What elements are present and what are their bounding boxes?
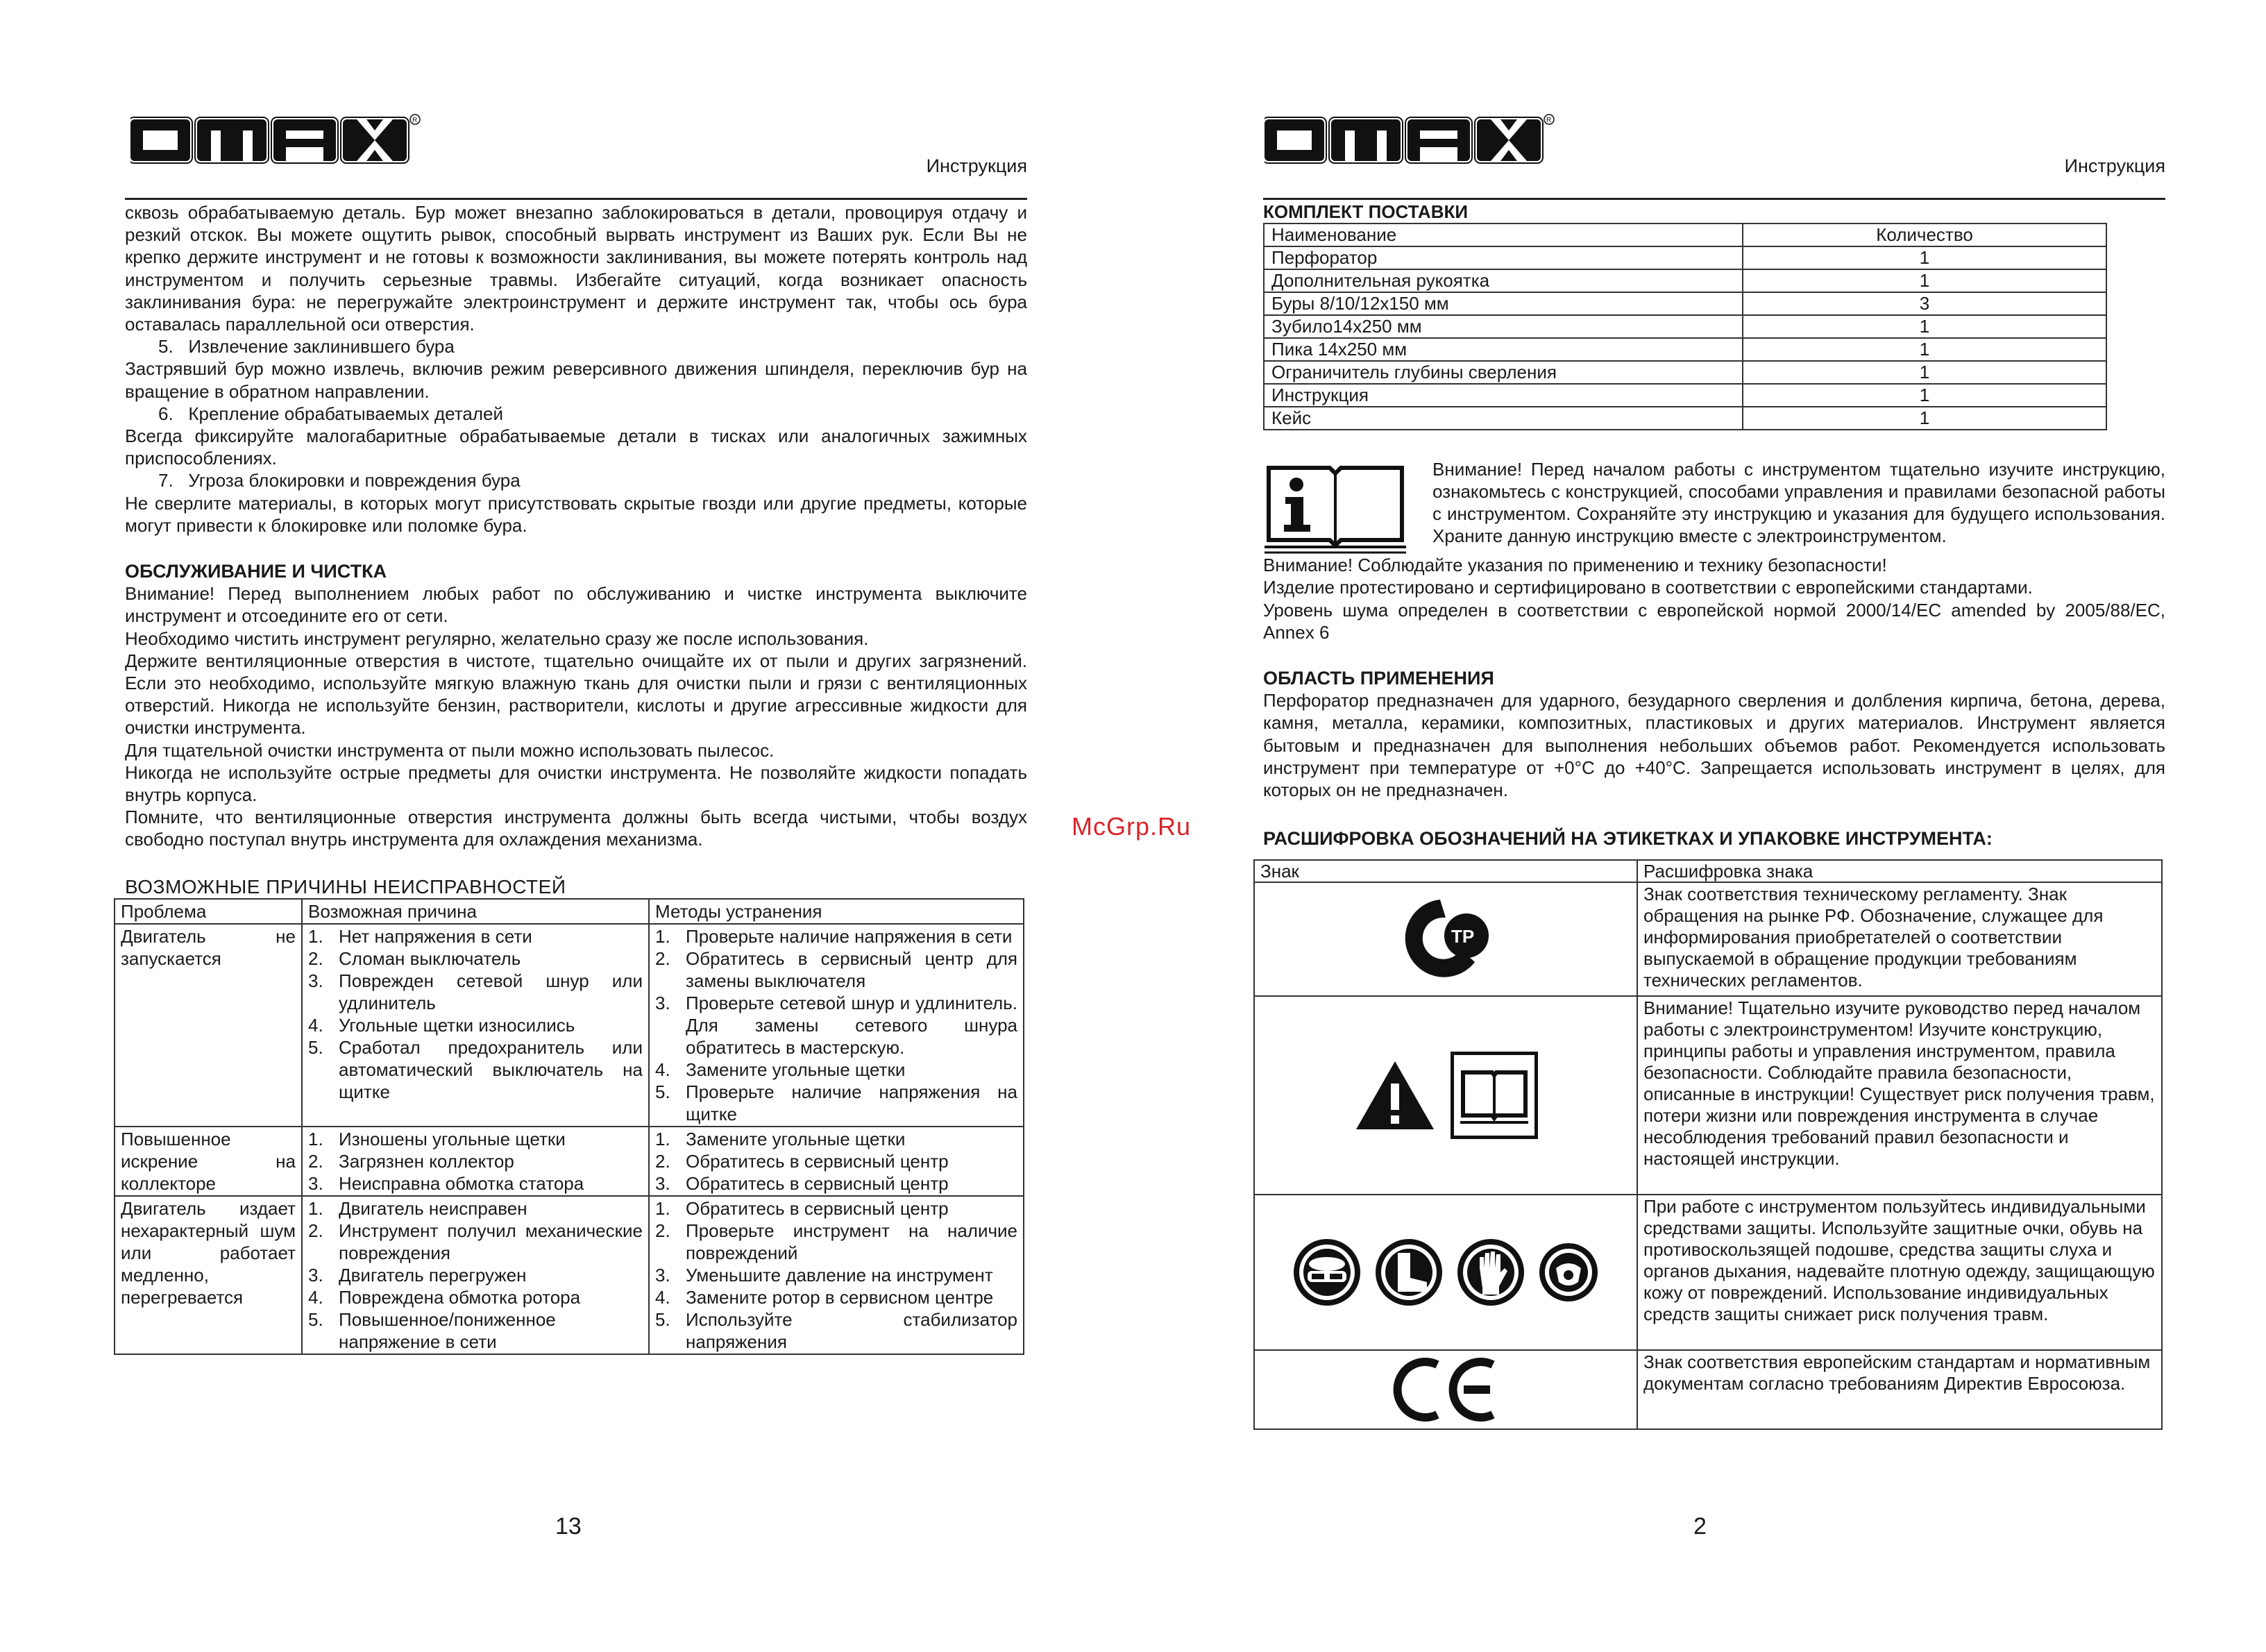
fix-cell (649, 924, 1024, 1127)
item-number: 4. (655, 1286, 670, 1308)
item-number: 1. (655, 925, 670, 947)
kit-item-name: Буры 8/10/12x150 мм (1264, 292, 1743, 315)
svg-text:R: R (412, 117, 418, 124)
application-title: ОБЛАСТЬ ПРИМЕНЕНИЯ (1263, 668, 1494, 689)
signs-table (1253, 859, 2163, 1430)
sign-row (1254, 996, 2162, 1195)
item-text: Проверьте наличие напряжения в сети (686, 925, 1013, 947)
header-label: Инструкция (926, 155, 1027, 176)
header-rule (125, 198, 1027, 200)
list-item (655, 947, 1017, 992)
warning-icon (1353, 1057, 1437, 1133)
safety-paragraph: сквозь обрабатываемую деталь. Бур может внезапно заблокироваться в детали, провоцируя отдачу и резкий отскок. Вы можете ощутить рывок, способный вырвать инструмент из Ваших рук. Если Вы не крепко держите инструмент и не готовы к возможности заклинивания, вы можете потерять контроль над инструментом и получить серьезные травмы. Избегайте ситуаций, когда возникает опасность заклинивания бура: не перегружайте электроинструмент и держите инструмент так, чтобы ось бура оставалась параллельной оси отверстия. (125, 202, 1027, 335)
list-item (308, 970, 643, 1014)
item-text: Обратитесь в сервисный центр (686, 1197, 949, 1219)
table-row (1264, 338, 2106, 361)
item-number: 5. (655, 1308, 670, 1330)
item-text: Проверьте наличие напряжения на щитке (686, 1081, 1017, 1124)
table-row (115, 924, 1024, 1127)
numbered-heading: 7. Угроза блокировки и повреждения бура (158, 470, 521, 491)
kit-header-qty: Количество (1743, 224, 2106, 246)
item-text: Уменьшите давление на инструмент (686, 1264, 993, 1286)
application-text: Перфоратор предназначен для ударного, безударного сверления и долбления кирпича, бетона, дерева, камня, металла, керамики, композитных, пластиковых и других материалов. Инструмент является бытовым и предназначен для выполнения небольших объемов работ. Рекомендуется использовать инструмент при температуре от +0°C до +40°C. Запрещается использовать инструмент в целях, для которых он не предназначен. (1263, 690, 2165, 801)
item-number: 5. (308, 1308, 323, 1330)
item-number: 4. (655, 1059, 670, 1080)
sign-icon-cell (1254, 1350, 1637, 1429)
left-page (111, 0, 1027, 1652)
table-row (1264, 292, 2106, 315)
item-number: 2. (655, 1150, 670, 1172)
safety-gloves-icon (1455, 1236, 1527, 1308)
list-item (655, 1197, 1017, 1220)
item-number: 1. (308, 1197, 323, 1219)
item-number: 2. (308, 1220, 323, 1241)
item-number: 3. (308, 970, 323, 991)
note-paragraph: Уровень шума определен в соответствии с европейской нормой 2000/14/EC amended by 2005/88/EC, Annex 6 (1263, 599, 2165, 643)
safety-goggles-icon (1291, 1236, 1363, 1308)
safety-paragraph: Всегда фиксируйте малогабаритные обрабатываемые детали в тисках или аналогичных зажимных приспособлениях. (125, 425, 1027, 469)
item-number: 2. (655, 1220, 670, 1241)
numbered-heading: 5. Извлечение заклинившего бура (158, 336, 455, 357)
troubleshooting-table (114, 898, 1024, 1355)
col-header-cause: Возможная причина (302, 899, 649, 924)
right-content (1260, 201, 2165, 1430)
numbered-heading: 6. Крепление обрабатываемых деталей (158, 403, 503, 424)
page-number: 13 (555, 1513, 582, 1540)
item-text: Проверьте сетевой шнур и удлинитель. Для замены сетевого шнура обратитесь в мастерскую. (686, 992, 1017, 1058)
sign-text: Знак соответствия европейским стандартам и нормативным документам согласно требованиям Директив Евросоюза. (1637, 1350, 2162, 1429)
sign-text: Знак соответствия техническому регламенту. Знак обращения на рынке РФ. Обозначение, служащее для информирования приобретателей о соответствии выпускаемой в обращение продукции требованиям технических регламентов. (1637, 882, 2162, 996)
list-item (655, 925, 1017, 947)
kit-item-name: Перфоратор (1264, 246, 1743, 269)
item-number: 1. (655, 1128, 670, 1149)
item-number: 5. (655, 1081, 670, 1102)
safety-boots-icon (1373, 1236, 1445, 1308)
kit-item-qty: 1 (1743, 246, 2106, 269)
attention-text: Внимание! Перед началом работы с инструментом тщательно изучите инструкцию, ознакомьтесь с конструкцией, способами управления и правилами безопасной работы с инструментом. Сохраняйте эту инструкцию и указания для будущего использования. Храните данную инструкцию вместе с электроинструментом. (1432, 459, 2165, 547)
sign-icon-cell (1254, 1195, 1637, 1350)
item-text: Обратитесь в сервисный центр (686, 1172, 949, 1194)
kit-item-name: Инструкция (1264, 384, 1743, 407)
item-number: 3. (655, 1172, 670, 1194)
list-item (655, 1081, 1017, 1125)
fix-cell (649, 1127, 1024, 1196)
list-item (655, 1286, 1017, 1308)
list-item (308, 1172, 643, 1195)
item-text: Двигатель неисправен (339, 1197, 527, 1219)
list-item (308, 925, 643, 947)
list-item (655, 1150, 1017, 1172)
kit-item-name: Ограничитель глубины сверления (1264, 361, 1743, 384)
item-text: Поврежден сетевой шнур или удлинитель (339, 970, 643, 1013)
item-text: Повышенное/пониженное напряжение в сети (339, 1308, 556, 1352)
safety-paragraph: Застрявший бур можно извлечь, включив режим реверсивного движения шпинделя, переключив бур на вращение в обратном направлении. (125, 358, 1027, 402)
item-text: Замените угольные щетки (686, 1128, 906, 1149)
kit-item-name: Дополнительная рукоятка (1264, 269, 1743, 292)
item-text: Используйте стабилизатор напряжения (686, 1308, 1017, 1352)
sign-row (1254, 1350, 2162, 1429)
notes (1263, 554, 2165, 643)
header-rule (1263, 198, 2165, 200)
table-row (115, 1127, 1024, 1196)
sign-row (1254, 1195, 2162, 1350)
problem-cell: Повышенное искрение на коллекторе (115, 1127, 302, 1196)
problem-cell: Двигатель не запускается (115, 924, 302, 1127)
item-text: Изношены угольные щетки (339, 1128, 566, 1149)
sign-icon-cell (1254, 996, 1637, 1195)
sign-row (1254, 882, 2162, 996)
item-text: Сломан выключатель (339, 947, 521, 969)
table-row (1264, 246, 2106, 269)
item-number: 3. (308, 1172, 323, 1194)
maintenance-paragraph: Необходимо чистить инструмент регулярно, желательно сразу же после использования. (125, 627, 869, 649)
header-label: Инструкция (2064, 155, 2165, 176)
kit-item-qty: 1 (1743, 407, 2106, 430)
item-number: 3. (655, 1264, 670, 1286)
item-text: Повреждена обмотка ротора (339, 1286, 581, 1308)
item-text: Обратитесь в сервисный центр (686, 1150, 949, 1172)
maintenance-paragraph: Помните, что вентиляционные отверстия инструмента должны быть всегда чистыми, чтобы воздух свободно поступал внутрь инструмента для охлаждения механизма. (125, 807, 1027, 850)
troubles-title: ВОЗМОЖНЫЕ ПРИЧИНЫ НЕИСПРАВНОСТЕЙ (125, 875, 566, 897)
kit-table (1263, 223, 2107, 430)
list-item (308, 1128, 643, 1150)
list-item (655, 992, 1017, 1059)
item-number: 4. (308, 1014, 323, 1036)
kit-item-qty: 1 (1743, 315, 2106, 338)
table-row (1264, 361, 2106, 384)
kit-item-qty: 1 (1743, 269, 2106, 292)
col-header-fix: Методы устранения (649, 899, 1024, 924)
note-paragraph: Внимание! Соблюдайте указания по применению и технику безопасности! (1263, 555, 1887, 576)
item-text: Загрязнен коллектор (339, 1150, 514, 1172)
item-text: Двигатель перегружен (339, 1264, 527, 1286)
item-text: Обратитесь в сервисный центр для замены выключателя (686, 947, 1017, 991)
info-book-icon (1263, 458, 1409, 555)
col-header-problem: Проблема (115, 899, 302, 924)
svg-text:R: R (1546, 117, 1552, 124)
problem-cell: Двигатель издает нехарактерный шум или работает медленно, перегревается (115, 1196, 302, 1354)
sign-icon-cell (1254, 882, 1637, 996)
kit-item-name: Зубило14x250 мм (1264, 315, 1743, 338)
item-text: Проверьте инструмент на наличие повреждений (686, 1220, 1017, 1263)
table-row (1264, 269, 2106, 292)
item-number: 1. (308, 925, 323, 947)
respirator-icon (1537, 1240, 1600, 1304)
item-number: 2. (308, 947, 323, 969)
kit-title: КОМПЛЕКТ ПОСТАВКИ (1263, 201, 1469, 222)
signs-header-sign: Знак (1254, 860, 1637, 882)
list-item (655, 1172, 1017, 1195)
sign-text: Внимание! Тщательно изучите руководство перед началом работы с электроинструментом! Изучите конструкцию, принципы работы и управления инструментом, правила безопасности. Соблюдайте правила безопасности, описанные в инструкции! Существует риск получения травм, потери жизни или повреждения инструмента в случае несоблюдения требований правил безопасности и настоящей инструкции. (1637, 996, 2162, 1195)
list-item (308, 1150, 643, 1172)
page-number: 2 (1693, 1513, 1707, 1540)
safety-paragraphs (125, 201, 1027, 537)
table-row (1264, 315, 2106, 338)
cause-cell (302, 1196, 649, 1354)
signs-title: РАСШИФРОВКА ОБОЗНАЧЕНИЙ НА ЭТИКЕТКАХ И УПАКОВКЕ ИНСТРУМЕНТА: (1263, 828, 1993, 850)
left-content (121, 201, 1027, 1355)
item-text: Нет напряжения в сети (339, 925, 532, 947)
item-number: 3. (655, 992, 670, 1013)
kit-item-qty: 1 (1743, 384, 2106, 407)
omax-logo (1265, 111, 1556, 169)
item-number: 2. (655, 947, 670, 969)
item-number: 1. (655, 1197, 670, 1219)
item-text: Сработал предохранитель или автоматический выключатель на щитке (339, 1036, 643, 1102)
item-number: 4. (308, 1286, 323, 1308)
svg-text:TP: TP (1451, 926, 1475, 947)
item-number: 2. (308, 1150, 323, 1172)
note-paragraph: Изделие протестировано и сертифицировано в соответствии с европейскими стандартами. (1263, 577, 2033, 598)
kit-item-name: Пика 14x250 мм (1264, 338, 1743, 361)
item-number: 5. (308, 1036, 323, 1058)
list-item (308, 1014, 643, 1036)
kit-item-qty: 1 (1743, 361, 2106, 384)
list-item (308, 1197, 643, 1220)
list-item (308, 1286, 643, 1308)
maintenance-paragraphs (125, 582, 1027, 850)
item-text: Неисправна обмотка статора (339, 1172, 584, 1194)
item-number: 1. (308, 1128, 323, 1149)
table-row (115, 1196, 1024, 1354)
list-item (655, 1128, 1017, 1150)
kit-header-name: Наименование (1264, 224, 1743, 246)
manual-icon (1451, 1052, 1538, 1139)
right-page (1249, 0, 2165, 1652)
watermark: McGrp.Ru (1072, 812, 1192, 841)
list-item (655, 1308, 1017, 1353)
item-text: Угольные щетки износились (339, 1014, 575, 1036)
kit-item-name: Кейс (1264, 407, 1743, 430)
table-row (1264, 384, 2106, 407)
kit-item-qty: 3 (1743, 292, 2106, 315)
list-item (655, 1264, 1017, 1286)
omax-logo (130, 111, 422, 169)
item-number: 3. (308, 1264, 323, 1286)
fix-cell (649, 1196, 1024, 1354)
item-text: Инструмент получил механические повреждения (339, 1220, 643, 1263)
list-item (308, 1220, 643, 1264)
table-row (1264, 407, 2106, 430)
list-item (308, 1308, 643, 1353)
eac-rst-icon (1397, 894, 1494, 984)
ce-mark-icon (1392, 1356, 1500, 1423)
list-item (308, 947, 643, 970)
safety-paragraph: Не сверлите материалы, в которых могут присутствовать скрытые гвозди или другие предметы, которые могут привести к блокировке или поломке бура. (125, 492, 1027, 536)
sign-text: При работе с инструментом пользуйтесь индивидуальными средствами защиты. Используйте защитные очки, обувь на противоскользящей подошве, средства защиты слуха и органов дыхания, надевайте плотную одежду, защищающую кожу от повреждений. Использование индивидуальных средств защиты снижает риск получения травм. (1637, 1195, 2162, 1350)
cause-cell (302, 924, 649, 1127)
list-item (308, 1264, 643, 1286)
kit-item-qty: 1 (1743, 338, 2106, 361)
list-item (655, 1220, 1017, 1264)
maintenance-paragraph: Никогда не используйте острые предметы для очистки инструмента. Не позволяйте жидкости попадать внутрь корпуса. (125, 761, 1027, 806)
item-text: Замените угольные щетки (686, 1059, 906, 1080)
maintenance-title: ОБСЛУЖИВАНИЕ И ЧИСТКА (125, 561, 387, 582)
signs-header-meaning: Расшифровка знака (1637, 860, 2162, 882)
cause-cell (302, 1127, 649, 1196)
maintenance-paragraph: Для тщательной очистки инструмента от пыли можно использовать пылесос. (125, 739, 775, 761)
list-item (308, 1036, 643, 1103)
maintenance-paragraph: Держите вентиляционные отверстия в чистоте, тщательно очищайте их от пыли и других загрязнений. Если это необходимо, используйте мягкую влажную ткань для очистки пыли и грязи с вентиляционных отверстий. Никогда не используйте бензин, растворители, кислоты и другие агрессивные жидкости для очистки инструмента. (125, 650, 1027, 739)
item-text: Замените ротор в сервисном центре (686, 1286, 994, 1308)
list-item (655, 1059, 1017, 1081)
attention-box (1263, 458, 2165, 555)
maintenance-paragraph: Внимание! Перед выполнением любых работ по обслуживанию и чистке инструмента выключите инструмент и отсоедините его от сети. (125, 583, 1027, 627)
